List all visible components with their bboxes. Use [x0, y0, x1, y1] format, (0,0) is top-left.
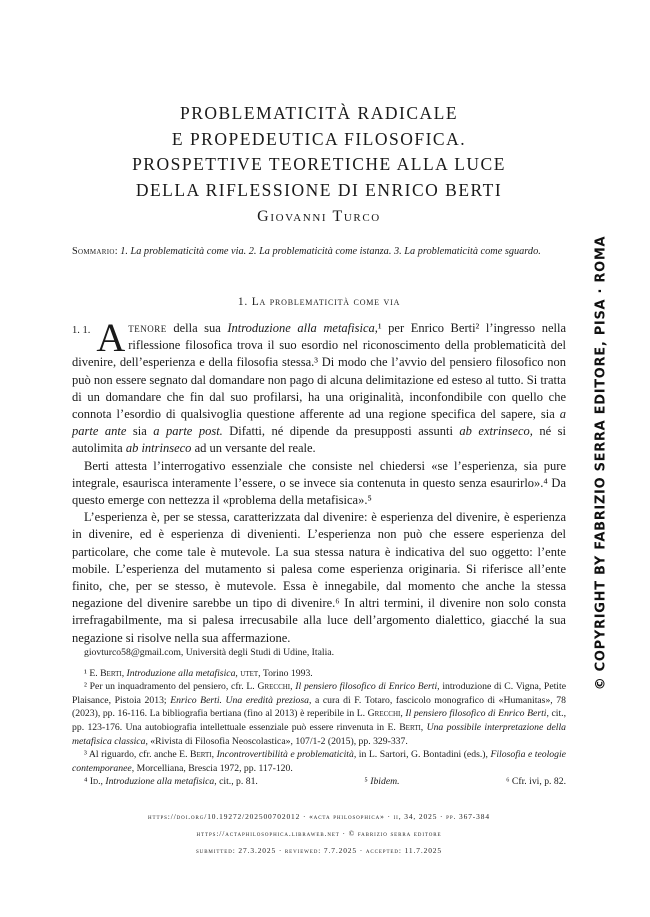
fn1-title: Introduzione alla metafisica [126, 667, 236, 679]
website-line: https://actaphilosophica.libraweb.net · © fabrizio serra editore [196, 829, 442, 838]
p1-italic-e: ab intrinseco [125, 441, 192, 456]
fn2-author-a: Grecchi [257, 681, 291, 693]
p1-italic-c: a parte post. [153, 424, 223, 439]
fn1-publisher: utet [240, 667, 259, 679]
fn3-text-b: , in L. Sartori, G. Bontadini (eds.), [353, 749, 491, 761]
fn4-author: Id. [89, 776, 101, 788]
drop-cap: A [96, 315, 126, 360]
summary-text: 1. La problematicità come via. 2. La problematicità come istanza. 3. La problematicità come sguardo. [120, 246, 541, 257]
summary [72, 245, 566, 260]
p1-text-e: né si autolimita [72, 424, 566, 456]
fn2-text-e: , «Rivista di Filosofia Neoscolastica», 107/1-2 (2015), pp. 329-337. [145, 735, 408, 747]
fn2-text-b: , introduzione di C. Vigna, Petite Plaisance, Pistoia 2013; [72, 681, 566, 706]
section-heading: 1. La problematicità come via [237, 296, 401, 308]
p1-italic-a: Introduzione alla metafisica, [227, 321, 378, 335]
paragraph-1 [72, 315, 566, 458]
article-page [72, 0, 566, 917]
fn5-text: Ibidem. [370, 776, 400, 788]
footnote-3: ³ Al riguardo, cfr. anche E. Berti, Incontrovertibilità e problematicità, in L. Sartori, G. Bontadini (eds.), Filosofia e teologie contemporanee, Morcelliana, Brescia 1972, pp. 117-120. [72, 749, 566, 774]
fn4-title: Introduzione alla metafisica [105, 776, 215, 788]
paragraph-2: Berti attesta l’interrogativo essenziale che consiste nel chiedersi «se l’esperienza, sia pure integrale, esaurisca interamente l’essere, o se invece sia contenuta in questo senza esaurirlo».⁴ Da questo emerge con nettezza il «problema della metafisica».⁵ [72, 458, 566, 508]
footnote-5 [364, 775, 399, 789]
footnotes [72, 646, 566, 789]
fn3-text-c: , Morcelliana, Brescia 1972, pp. 117-120. [131, 762, 293, 774]
p1-text-b: ¹ per Enrico Berti² l’ingresso nella riflessione filosofica trova il suo esordio nel riconoscimento della problematicità del divenire, dell’esperienza e della filosofia stessa.³ Di modo che l’avvio del pensiero filosofico non può non essere segnato dal domandare non pago di alcuna delimitazione ed esteso al tutto. Si tratta di un domandare che fin dal suo profilarsi, ha una originalità, inconfondibile con quello che connota l’esordio di qualsivoglia questione afferente ad una regione specifica del sapere, sia [72, 321, 566, 422]
fn2-author-c: Berti [399, 721, 421, 733]
footnotes-4-6 [72, 775, 566, 789]
fn2-text-a: ² Per un inquadramento del pensiero, cfr. L. [84, 681, 258, 693]
title-line-2: E PROPEDEUTICA FILOSOFICA. [171, 128, 467, 149]
p1-italic-d: ab extrinseco, [459, 424, 533, 439]
fn4-num: ⁴ [84, 776, 90, 788]
footnote-4: ⁴ Id., Introduzione alla metafisica, cit., p. 81. [84, 776, 258, 788]
fn5-num: ⁵ [364, 776, 371, 788]
article-title [72, 101, 566, 203]
fn3-author: Berti [190, 749, 212, 761]
fn2-text-c: , a cura di F. Totaro, fascicolo monografico di «Humanitas», 78 (2023), pp. 16-116. La bibliografia bertiana (fino al 2013) è reperibile in L. [72, 694, 566, 720]
fn3-title-a: Incontrovertibilità e problematicità [216, 749, 354, 761]
summary-label: Sommario [72, 246, 115, 257]
paragraph-3: L’esperienza è, per se stessa, caratterizzata dal divenire: è esperienza del divenire, è esperienza in divenire, ed è esperienza di divenienti. L’esperienza non può che essere esperienza del particolare, che come tale è mutevole. La sua stessa natura è indicativa del suo oggetto: l’ente mobile. L’esperienza del mutamento si palesa come esperienza originaria. Si riferisce all’ente finito, che, per se stesso, è mutevole. Essa è innegabile, dal momento che anche la stessa negazione del divenire sarebbe un tipo di divenire.⁶ In altri termini, il divenire non solo consta irrefragabilmente, ma si palesa irrecusabile alla luce dell’argomento dialettico, giacché la sua negazione si risolve nella sua affermazione. [72, 510, 566, 645]
title-line-3: PROSPETTIVE TEORETICHE ALLA LUCE [132, 154, 506, 174]
summary-colon: : [114, 246, 121, 257]
copyright-text: © COPYRIGHT BY FABRIZIO SERRA EDITORE, PISA · ROMA [593, 235, 609, 691]
body-text [72, 315, 566, 647]
fn1-text: ¹ E. [84, 667, 101, 679]
fn2-title-a: Il pensiero filosofico di Enrico Berti [295, 681, 438, 693]
fn1-author: Berti [100, 667, 122, 679]
first-word: tenore [128, 321, 167, 335]
fn2-author-b: Grecchi [367, 708, 401, 720]
fn2-title-c: Il pensiero filosofico di Enrico Berti [405, 708, 547, 720]
fn2-title-b: Enrico Berti. Una eredità preziosa [170, 694, 309, 706]
author-email-affiliation: giovturco58@gmail.com, Università degli Studi di Udine, Italia. [84, 647, 334, 658]
p1-text-c: sia [126, 424, 154, 439]
paragraph-number: 1. 1. [72, 325, 91, 336]
dates-line: submitted: 27.3.2025 · reviewed: 7.7.2025 · accepted: 11.7.2025 [196, 846, 442, 855]
p1-text-a: della sua [166, 321, 228, 335]
footnote-6: ⁶ Cfr. ivi, p. 82. [506, 776, 566, 788]
footnote-1: ¹ E. Berti, Introduzione alla metafisica, utet, Torino 1993. [84, 667, 313, 679]
fn2-title-d: Una possibile interpretazione della metafisica classica [72, 721, 566, 747]
p1-text-f: ad un versante del reale. [191, 441, 316, 456]
fn2-text-d: , cit., pp. 123-176. Una autobiografia intellettuale essenziale può essere rinvenuta in E. [72, 708, 567, 733]
fn3-text-a: ³ Al riguardo, cfr. anche E. [84, 749, 191, 761]
footnote-2: ² Per un inquadramento del pensiero, cfr. L. Grecchi, Il pensiero filosofico di Enrico Berti, introduzione di C. Vigna, Petite Plaisance, Pistoia 2013; Enrico Berti. Una eredità preziosa, a cura di F. Totaro, fascicolo monografico di «Humanitas», 78 (2023), pp. 16-116. La bibliografia bertiana (fino al 2013) è reperibile in L. Grecchi, Il pensiero filosofico di Enrico Berti, cit., pp. 123-176. Una autobiografia intellettuale essenziale può essere rinvenuta in E. Berti, Una possibile interpretazione della metafisica classica, «Rivista di Filosofia Neoscolastica», 107/1-2 (2015), pp. 329-337. [72, 681, 567, 747]
author-name: Giovanni Turco [257, 208, 381, 225]
fn1-rest: , Torino 1993. [258, 667, 313, 679]
fn3-title-b: Filosofia e teologie contemporanee [72, 749, 566, 774]
title-line-1: PROBLEMATICITÀ RADICALE [179, 103, 459, 123]
copyright-sidebar [590, 235, 612, 691]
doi-line: https://doi.org/10.19272/202500702012 · «acta philosophica» · ii, 34, 2025 · pp. 367-384 [148, 812, 490, 821]
p1-text-d: Difatti, né dipende da presupposti assunti [222, 424, 460, 439]
fn4-rest: , cit., p. 81. [214, 776, 258, 788]
title-line-4: DELLA RIFLESSIONE DI ENRICO BERTI [135, 179, 503, 200]
p1-italic-b: a parte ante [72, 407, 566, 439]
